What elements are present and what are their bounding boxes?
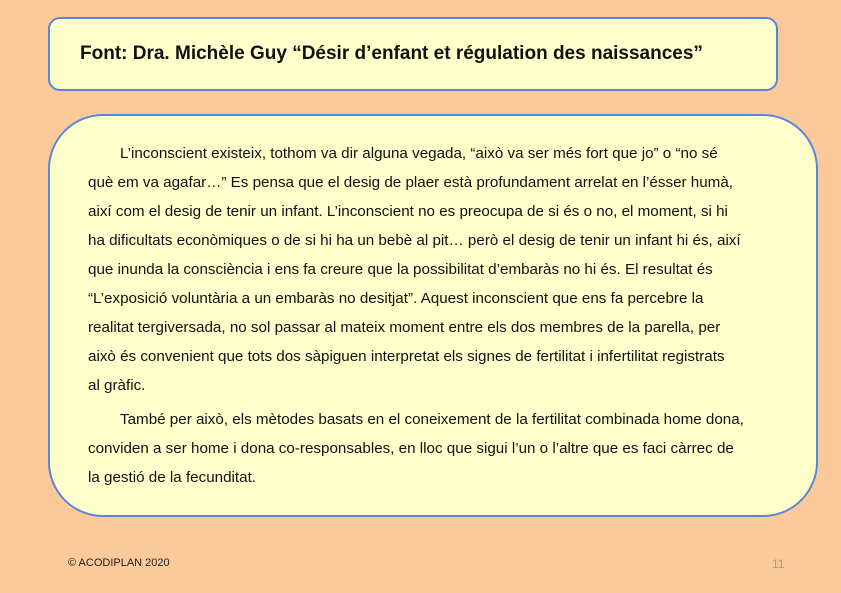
paragraph-line: L’inconscient existeix, tothom va dir alguna vegada, “això va ser més fort que jo” o “no sé: [120, 145, 718, 162]
paragraph-line: al gràfic.: [88, 377, 146, 394]
paragraph-1: [88, 139, 786, 400]
paragraph-line: així com el desig de tenir un infant. L’inconscient no es preocupa de si és o no, el moment, si hi: [88, 203, 728, 220]
copyright-footer: © ACODIPLAN 2020: [68, 557, 170, 569]
page-number: 11: [772, 557, 785, 571]
paragraph-line: “L’exposició voluntària a un embaràs no desitjat”. Aquest inconscient que ens fa percebre la: [88, 290, 704, 307]
paragraph-line: conviden a ser home i dona co-responsables, en lloc que sigui l’un o l’altre que es faci càrrec de: [88, 440, 734, 457]
title-box: [48, 17, 778, 91]
paragraph-line: això és convenient que tots dos sàpiguen interpretat els signes de fertilitat i infertilitat registrats: [88, 348, 725, 365]
paragraph-line: realitat tergiversada, no sol passar al mateix moment entre els dos membres de la parella, per: [88, 319, 721, 336]
paragraph-line: ha dificultats econòmiques o de si hi ha un bebè al pit… però el desig de tenir un infant hi és, així: [88, 232, 741, 249]
paragraph-line: També per això, els mètodes basats en el coneixement de la fertilitat combinada home dona,: [120, 411, 744, 428]
paragraph-2: [88, 405, 786, 492]
content-box: [48, 114, 818, 517]
paragraph-line: que inunda la consciència i ens fa creure que la possibilitat d’embaràs no hi és. El resultat és: [88, 261, 713, 278]
slide-title: Font: Dra. Michèle Guy “Désir d’enfant et régulation des naissances”: [80, 43, 703, 64]
paragraph-line: què em va agafar…” Es pensa que el desig de plaer està profundament arrelat en l’ésser humà,: [88, 174, 734, 191]
paragraph-line: la gestió de la fecunditat.: [88, 469, 257, 486]
